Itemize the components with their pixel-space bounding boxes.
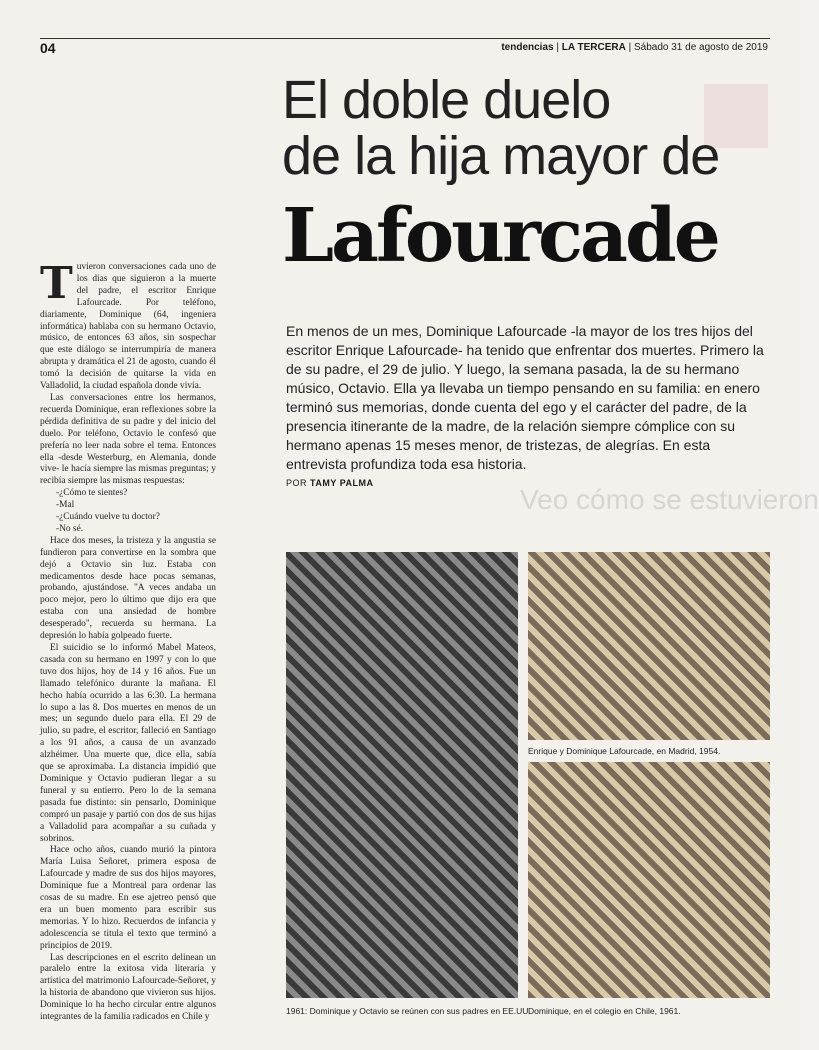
headline-name: Lafourcade [282, 193, 718, 279]
headline-line-1: El doble duelo [282, 70, 611, 130]
headline-line-2: de la hija mayor de [282, 126, 720, 186]
paragraph: Hace ocho años, cuando murió la pintora María Luisa Señoret, primera esposa de Lafourcade y madre de sus dos hijos mayores, Dominique fue a Montreal para ordenar las cosas de su madre. En ese ajetreo pensó que era un buen momento para escribir sus memorias. Y lo hizo. Recuerdos de infancia y adolescencia se titula el texto que terminó a principios de 2019. [40, 845, 216, 951]
dialog-line: -No sé. [56, 523, 84, 534]
section-name: tendencias [501, 42, 554, 53]
paragraph: Las descripciones en el escrito delinean un paralelo entre la exitosa vida literaria y artística del matrimonio Lafourcade-Señoret, y la historia de abandono que vivieron sus hijos. Dominique lo ha hecho circular entre algunos integrantes de la familia radicados en Chile y [40, 952, 216, 1023]
photo-madrid-1954 [528, 552, 770, 740]
byline-prefix: POR [286, 478, 308, 488]
byline-author: TAMY PALMA [310, 478, 374, 488]
headline [282, 72, 762, 282]
dialog-line: -Mal [56, 500, 75, 511]
deck: En menos de un mes, Dominique Lafourcade -la mayor de los tres hijos del escritor Enrique Lafourcade- ha tenido que enfrentar dos muertes. Primero la de su padre, el 29 de julio. Y luego, la semana pasada, la de su hermano músico, Octavio. Ella ya llevaba un tiempo pensando en su familia: en enero terminó sus memorias, donde cuenta del ego y el carácter del padre, de la presencia itinerante de la madre, de la relación siempre cómplice con su hermano apenas 15 meses menor, de tristezas, de alegrías. En esta entrevista profundiza toda esa historia. [286, 323, 764, 472]
paragraph: El suicidio se lo informó Mabel Mateos, casada con su hermano en 1997 y con lo que tuvo dos hijos, hoy de 14 y 16 años. Fue un llamado telefónico durante la mañana. El hecho había ocurrido a las 6:30. La hermana lo supo a las 8. Dos muertes en menos de un mes; un segundo duelo para ella. El 29 de julio, su padre, el escritor, falleció en Santiago a los 91 años, a causa de un avanzado alzhéimer. Una muerte que, dice ella, sabía que se aproximaba. La distancia impidió que Dominique y Octavio pudieran llegar a su funeral y su entierro. Pero lo de la semana pasada fue distinto: sin pensarlo, Dominique compró un pasaje y partió con dos de sus hijas a Valladolid para acompañar a su cuñada y sobrinos. [40, 643, 216, 844]
drop-cap: T [40, 258, 73, 309]
dialog-line: -¿Cuándo vuelve tu doctor? [56, 512, 160, 523]
photo-school-1961 [528, 762, 770, 998]
bleed-through-text: Veo cómo se estuvieron [520, 484, 819, 515]
header-rule [40, 38, 770, 39]
paragraph: Las conversaciones entre los hermanos, recuerda Dominique, eran reflexiones sobre la pérdida definitiva de su padre y del inicio del duelo. Por teléfono, Octavio le confesó que prefería no leer nada sobre el tema. Entonces ella -desde Westerburg, en Alemania, donde vive- le hacía siempre las mismas preguntas; y recibía siempre las mismas respuestas: [40, 392, 216, 487]
photo-caption-main: 1961: Dominique y Octavio se reúnen con sus padres en EE.UU. [286, 1006, 531, 1016]
byline [286, 478, 374, 488]
dialog-line: -¿Cómo te sientes? [56, 488, 128, 499]
article-body [40, 258, 216, 1024]
photo-children-1961 [286, 552, 518, 998]
page-number: 04 [40, 40, 56, 56]
paragraph-text: uvieron conversaciones cada uno de los días que siguieron a la muerte del padre, el escritor Enrique Lafourcade. Por teléfono, diariamente, Dominique (64, ingeniera informática) hablaba con su hermano Octavio, músico, de entonces 63 años, sin sospechar que este diálogo se interrumpiría de manera abrupta y dramática el 21 de agosto, cuando él tomó la decisión de quitarse la vida en Valladolid, la ciudad española donde vivía. [40, 262, 216, 392]
publication-name: LA TERCERA [561, 42, 626, 53]
photo-caption-top: Enrique y Dominique Lafourcade, en Madrid, 1954. [528, 746, 721, 756]
paragraph [40, 258, 216, 393]
masthead: tendencias | LA TERCERA | Sábado 31 de agosto de 2019 [501, 42, 768, 53]
paragraph: Hace dos meses, la tristeza y la angustia se fundieron para convertirse en la sombra que dejó a Octavio sin luz. Estaba con medicamentos desde hace pocas semanas, probando, ajustándose. "A veces andaba un poco mejor, pero lo último que dijo era que estaba con una ansiedad de hombre desesperado", recuerda su hermana. La depresión lo había golpeado fuerte. [40, 535, 216, 642]
photo-caption-bottom: Dominique, en el colegio en Chile, 1961. [528, 1006, 681, 1016]
issue-date: Sábado 31 de agosto de 2019 [633, 42, 768, 53]
